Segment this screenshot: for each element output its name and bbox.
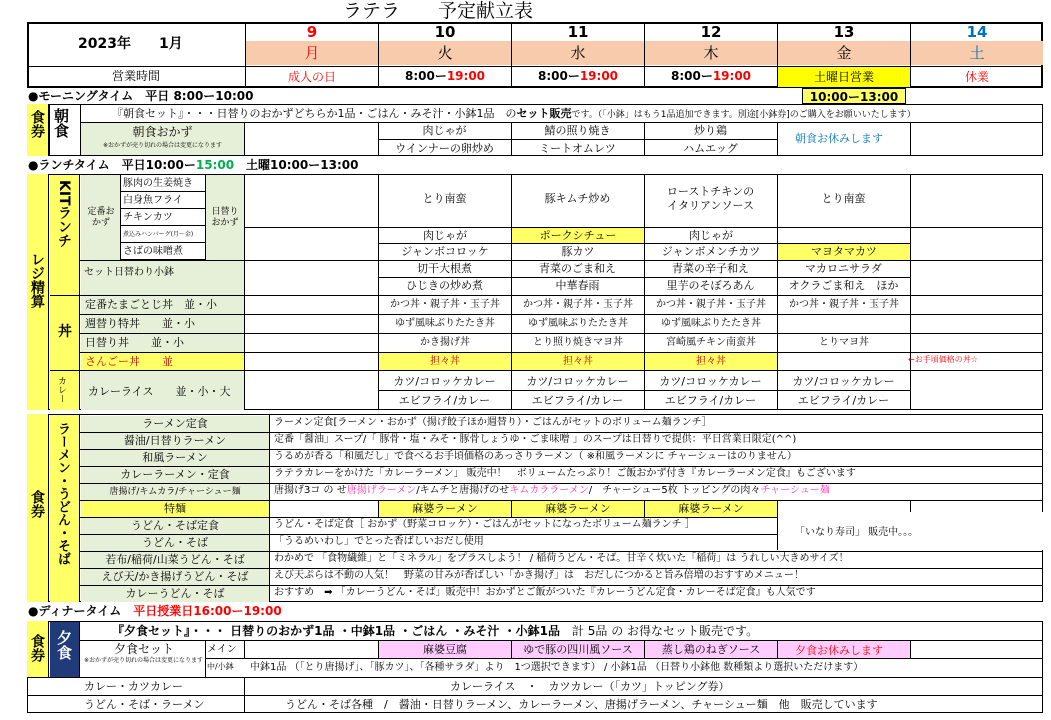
morning-dish: 肉じゃが <box>422 124 467 137</box>
day-hours <box>512 70 644 82</box>
noodle-name: 醤油/日替りラーメン <box>81 433 269 449</box>
curry-cell-1: カツ/コロッケカレー <box>792 375 895 388</box>
divider <box>269 551 270 568</box>
lunch-main: ローストチキンの <box>666 185 755 198</box>
dinner-main: 蒸し鶏のねぎソース <box>645 641 777 658</box>
don-cell: 宮崎風チキン南蛮丼 <box>666 337 756 348</box>
teiban-item: チキンカツ <box>121 209 206 226</box>
lunch-main: 豚キムチ炒め <box>544 192 611 205</box>
noodle-desc: わかめで 「食物繊維」と「ミネラル」をプラスしよう！ / 稲荷うどん・そば。甘辛く炊いた「稲荷」は うれしい大きめサイズ！ <box>274 553 849 564</box>
don-cell: かつ丼・親子丼・玉子丼 <box>789 299 899 310</box>
dinner-curry-label: カレー・カツカレー <box>84 680 183 693</box>
don-cell: ゆず風味ぶりたたき丼 <box>395 318 495 329</box>
noodle-name: カレーラーメン・定食 <box>81 467 269 483</box>
noodle-desc-part: /キムチと唐揚げのせ <box>416 485 510 496</box>
day-of-week: 金 <box>778 41 910 65</box>
divider <box>378 174 379 410</box>
divider <box>644 66 777 67</box>
kit-lunch-label: KITランチ <box>56 180 72 248</box>
day-of-week: 水 <box>512 41 644 65</box>
noodle-desc: ラーメン定食[ラーメン・おかず（揚げ餃子ほか週替り）・ごはんがセットのボリューム麺ランチ］ <box>274 417 712 428</box>
lunch-kobachi2: 中華春雨 <box>555 279 600 292</box>
noodle-name: えび天/かき揚げうどん・そば <box>81 569 269 585</box>
morning-dish: ハムエッグ <box>683 142 738 155</box>
curry-cell-2: エビフライ/カレー <box>797 394 890 407</box>
curry-cell-1: カツ/コロッケカレー <box>526 375 629 388</box>
lunch-kobachi2: ひじきの炒め煮 <box>406 279 483 292</box>
don-cell: かつ丼・親子丼・玉子丼 <box>523 299 633 310</box>
tokumen-cell: 麻婆ラーメン <box>379 501 511 517</box>
day-hours <box>645 70 777 82</box>
morning-header: ●モーニングタイム 平日 8:00ー10:00 <box>28 89 254 103</box>
don-name: 日替り丼 並・小 <box>81 334 244 352</box>
dinner-mid-desc: 中鉢1品 （「とり唐揚げ」、「豚カツ」、「各種サラダ」より 1つ選択できます） / 小鉢1品 （日替り小鉢他 数種類より選択いただけます） <box>250 662 864 673</box>
noodle-side-a: 食券 <box>29 490 45 518</box>
divider <box>269 500 270 517</box>
divider <box>269 466 270 483</box>
morning-closed: 朝食お休みします <box>795 132 883 145</box>
day-hours: 成人の日 <box>287 70 336 84</box>
morning-side-a: 食券 <box>29 110 45 138</box>
don-cell: ゆず風味ぶりたたき丼 <box>528 318 628 329</box>
teiban-item: 煮込みハンバーグ(月～金) <box>121 226 206 243</box>
noodle-desc-part: / チャーシュー5枚 トッピングの肉々 <box>588 485 761 496</box>
lunch-kobachi1: 青菜の辛子和え <box>672 262 749 275</box>
divider <box>378 66 511 67</box>
day-number: 10 <box>434 23 456 41</box>
day-of-week: 土 <box>911 41 1043 65</box>
divider <box>269 517 270 534</box>
don-cell <box>778 353 910 371</box>
day-number: 14 <box>966 23 988 41</box>
day-number: 9 <box>306 23 318 41</box>
noodle-desc: えび天ぷらは不動の人気！ 野菜の甘みが香ばしい「かき揚げ」は おだしにつかると旨み倍増のおすすめメニュー！ <box>274 570 804 581</box>
noodle-desc-part: 唐揚げラーメン <box>346 485 417 496</box>
don-name: 週替り特丼 並・小 <box>81 315 244 333</box>
noodle-name: カレーうどん・そば <box>81 586 269 602</box>
noodle-desc-part: 唐揚げ3コ の せ <box>274 485 347 496</box>
divider <box>777 174 778 410</box>
dinner-main: 麻婆豆腐 <box>379 641 511 658</box>
divider <box>269 415 270 432</box>
divider <box>910 174 911 410</box>
noodle-name: 唐揚げ/キムカラ/チャーシュー麺 <box>81 484 269 500</box>
lunch-side1: 肉じゃが <box>423 229 467 242</box>
teiban-item: 豚肉の生姜焼き <box>121 175 206 192</box>
noodle-desc: うるめが香る「和風だし」で食べるお手頃価格のあっさりラーメン（ ※和風ラーメンに チャーシューはのりません） <box>274 451 797 462</box>
month-label: 2023年 1月 <box>78 36 183 52</box>
curry-cell-1: カツ/コロッケカレー <box>393 375 496 388</box>
dinner-main-label: メイン <box>207 644 237 655</box>
divider <box>378 390 910 391</box>
day-number: 11 <box>567 23 589 41</box>
higawari-label: 日替りおかず <box>211 207 239 228</box>
hours-start: 8:00ー <box>670 69 713 83</box>
divider <box>269 483 270 500</box>
dinner-noodle-desc: うどん・そば各種 / 醤油・日替りラーメン、カレーラーメン、唐揚げラーメン、チャーシュー麺 他 販売しています <box>285 698 878 711</box>
divider <box>269 568 270 585</box>
lunch-side: レジ精算 <box>29 252 45 308</box>
don-cell: 担々丼 <box>379 353 511 371</box>
curry-cell-2: エビフライ/カレー <box>398 394 491 407</box>
don-label: 丼 <box>58 324 72 340</box>
lunch-side2: マヨタマカツ <box>778 244 910 260</box>
dinner-main: ゆで豚の四川風ソース <box>512 641 644 658</box>
lunch-kobachi2: オクラごま和え ほか <box>788 279 899 292</box>
curry-cell-2: エビフライ/カレー <box>531 394 624 407</box>
day-of-week: 木 <box>645 41 777 65</box>
divider <box>269 432 270 449</box>
divider <box>269 585 270 602</box>
morning-dish: ウインナーの卵炒め <box>395 142 494 155</box>
morning-set-desc: 『朝食セット』・・・日替りのおかずどちらか1品・ごはん・みそ汁・小鉢1品 のセット販売です。（「小鉢」はもう1品追加できます。別途[小鉢券]のご購入をお願いいたします） <box>112 107 916 120</box>
teiban-item: さばの味噌煮 <box>121 243 206 260</box>
divider <box>245 227 1043 228</box>
inari-note: 「いなり寿司」 販売中。。。 <box>795 527 919 538</box>
don-name: 定番たまごとじ丼 並・小 <box>81 296 244 314</box>
lunch-kobachi2: 里芋のそぼろあん <box>666 279 755 292</box>
noodle-desc-part: キムカララーメン <box>509 485 589 496</box>
morning-dish: 炒り鶏 <box>694 124 727 137</box>
noodle-name: ラーメン定食 <box>81 416 269 432</box>
lunch-kobachi1: 青菜のごま和え <box>539 262 616 275</box>
teiban-label: 定番おかず <box>87 207 115 228</box>
lunch-kobachi1: マカロニサラダ <box>805 262 882 275</box>
day-of-week: 火 <box>379 41 511 65</box>
don-cell: ゆず風味ぶりたたき丼 <box>661 318 761 329</box>
noodle-desc: 定番「醤油」スープ/「 豚骨・塩・みそ・豚骨しょうゆ・ごま味噌 」のスープは日替りで提供：平日営業日限定(^^) <box>274 434 797 445</box>
dinner-set-note: ※おかずが売り切れの場合は変更になります <box>84 657 204 664</box>
hours-start: 8:00ー <box>404 69 447 83</box>
curry-cell-2: エビフライ/カレー <box>664 394 757 407</box>
don-cell: とりマヨ丼 <box>819 337 869 348</box>
divider <box>511 66 644 67</box>
day-number: 12 <box>700 23 722 41</box>
divider <box>910 640 911 658</box>
lunch-side2: 豚カツ <box>561 245 595 258</box>
don-name: さんごー丼 並 <box>81 353 244 371</box>
don-cell: かつ丼・親子丼・玉子丼 <box>390 299 500 310</box>
don-cell: かつ丼・親子丼・玉子丼 <box>656 299 766 310</box>
lunch-side1 <box>778 228 910 243</box>
lunch-side1: 肉じゃが <box>689 229 733 242</box>
morning-dish: ミートオムレツ <box>539 142 616 155</box>
morning-side-b: 朝食 <box>52 108 70 138</box>
dinner-set-label: 夕食セット <box>113 642 174 656</box>
dinner-side-b: 夕食 <box>55 630 73 660</box>
curry-name: カレーライス 並・小・大 <box>88 385 231 398</box>
dinner-curry-desc: カレーライス ・ カツカレー（「カツ」トッピング券） <box>450 680 730 693</box>
hours-end: 19:00 <box>712 69 752 83</box>
don-cell: とり照り焼きマヨ丼 <box>533 337 623 348</box>
divider <box>777 122 778 156</box>
hours-start: 8:00ー <box>537 69 580 83</box>
kobachi-label: セット日替わり小鉢 <box>84 267 174 278</box>
hours-end: 19:00 <box>446 69 486 83</box>
tokumen-cell: 麻婆ラーメン <box>645 501 777 517</box>
noodle-desc: おすすめ ➡ 「カレーうどん・そば」販売中！おかずとご飯がついた『カレーうどん定食・カレーそば定食』も人気です <box>274 587 816 598</box>
lunch-main: イタリアンソース <box>666 199 754 212</box>
day-hours <box>379 70 511 82</box>
noodle-name: 若布/稲荷/山菜うどん・そば <box>81 552 269 568</box>
divider <box>511 174 512 410</box>
lunch-main: とり南蛮 <box>422 192 467 205</box>
sat-hours: 10:00ー13:00 <box>802 88 906 104</box>
dinner-side-a: 食券 <box>29 634 45 662</box>
hours-label: 営業時間 <box>111 69 160 83</box>
noodle-name: 特麺 <box>81 501 269 517</box>
lunch-header: ●ランチタイム 平日10:00ー15:00 土曜10:00ー13:00 <box>28 158 359 172</box>
divider <box>80 370 1043 371</box>
dinner-header: ●ディナータイム 平日授業日16:00ー19:00 <box>28 604 282 618</box>
divider <box>910 122 911 156</box>
sango-note: ←お手頃価格の丼☆ <box>908 355 978 364</box>
dinner-set-desc: 『夕食セット』・・・ 日替りのおかず1品 ・中鉢1品 ・ごはん ・みそ汁 ・小鉢1品 計 5品 の お得なセット販売です。 <box>112 624 759 638</box>
curry-cell-1: カツ/コロッケカレー <box>659 375 762 388</box>
lunch-kobachi1: 切干大根煮 <box>417 262 472 275</box>
morning-okazu-note: ※おかずが売り切れの場合は変更になります <box>102 142 223 149</box>
dinner-mid-label: 中/小鉢 <box>207 662 234 671</box>
noodle-desc: 「うるめいわし」でとった香ばしいおだし使用 <box>274 536 484 547</box>
don-cell: かき揚げ丼 <box>420 337 470 348</box>
lunch-side1: ポークシチュー <box>512 228 644 243</box>
page-title: ラテラ 予定献立表 <box>343 0 534 22</box>
noodle-desc-part: チャーシュー麺 <box>760 485 830 496</box>
lunch-side2: ジャンボコロッケ <box>401 245 489 258</box>
noodle-name: うどん・そば <box>81 535 269 551</box>
lunch-side2: ジャンボメンチカツ <box>661 245 761 258</box>
morning-okazu-label: 朝食おかず <box>132 125 193 139</box>
noodle-side-b: ラーメン・うどん・そば <box>55 422 70 565</box>
divider <box>269 534 270 551</box>
divider <box>378 277 910 278</box>
noodle-desc: うどん・そば定食［ おかず（野菜コロッケ）・ごはんがセットになったボリューム麺ランチ ］ <box>274 519 695 530</box>
dinner-closed: 夕食お休みします <box>795 644 883 657</box>
day-of-week: 月 <box>246 41 378 65</box>
noodle-desc: ラテラカレーをかけた「カレーラーメン」 販売中！ ボリュームたっぷり！ご飯おかず付き『カレーラーメン定食』もございます <box>274 468 856 479</box>
don-cell: 担々丼 <box>645 353 777 371</box>
don-cell: 担々丼 <box>512 353 644 371</box>
morning-dish: 鯖の照り焼き <box>544 124 611 137</box>
noodle-name: 和風ラーメン <box>81 450 269 466</box>
hours-end: 19:00 <box>579 69 619 83</box>
day-hours: 土曜日営業 <box>778 67 910 87</box>
tokumen-cell: 麻婆ラーメン <box>512 501 644 517</box>
day-number: 13 <box>833 23 855 41</box>
dinner-noodle-label: うどん・そば・ラーメン <box>84 698 205 711</box>
divider <box>269 449 270 466</box>
lunch-main: とり南蛮 <box>821 192 866 205</box>
teiban-item: 白身魚フライ <box>121 192 206 209</box>
don-cell <box>778 315 910 333</box>
noodle-name: うどん・そば定食 <box>81 518 269 534</box>
noodle-desc <box>274 486 830 496</box>
day-hours: 休業 <box>964 70 989 84</box>
curry-side-label: カレー <box>56 376 66 403</box>
